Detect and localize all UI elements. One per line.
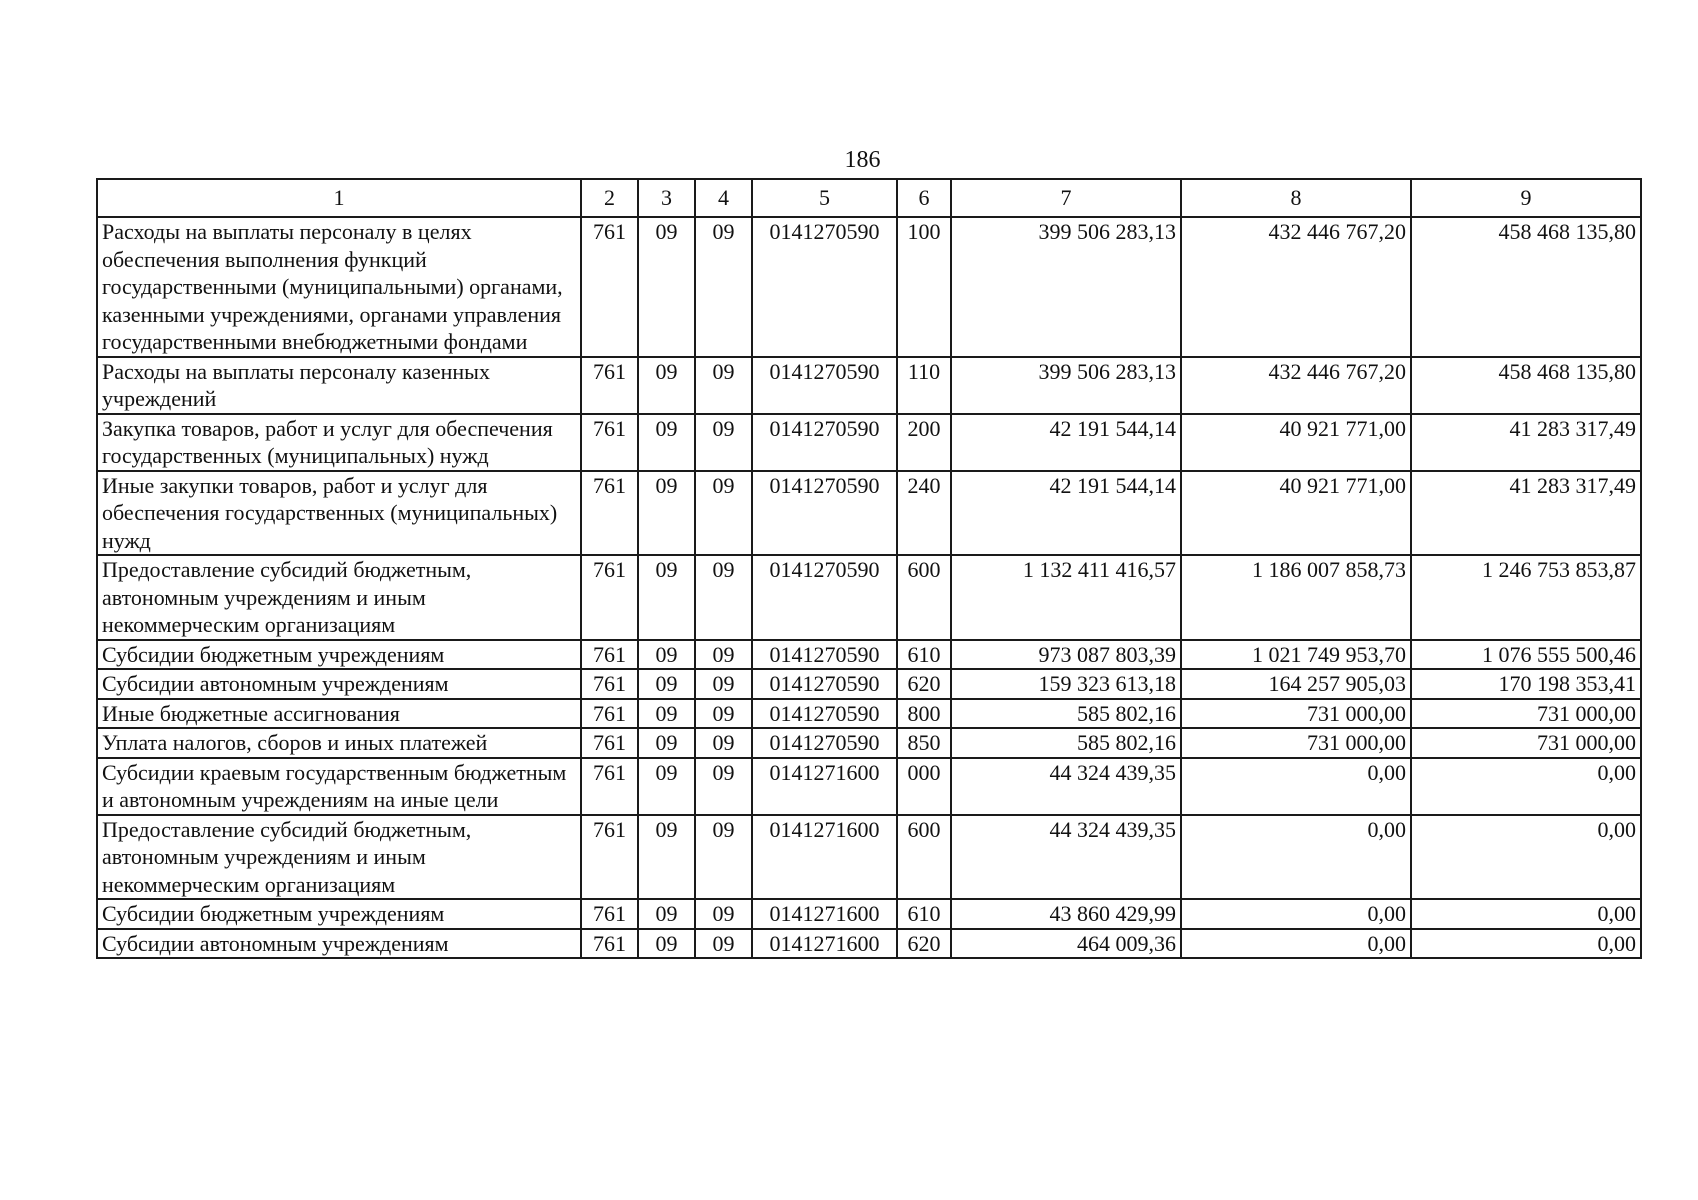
row-code-3: 09: [638, 815, 695, 900]
row-code-4: 09: [695, 699, 752, 729]
table-row: [97, 640, 1641, 670]
row-code-3: 09: [638, 414, 695, 471]
header-col-5: 5: [752, 179, 897, 217]
row-code-3: 09: [638, 217, 695, 357]
row-code-5: 0141271600: [752, 758, 897, 815]
row-code-4: 09: [695, 899, 752, 929]
row-code-3: 09: [638, 728, 695, 758]
row-code-5: 0141270590: [752, 357, 897, 414]
row-amount-8: 0,00: [1181, 929, 1411, 959]
row-amount-7: 44 324 439,35: [951, 758, 1181, 815]
row-amount-7: 464 009,36: [951, 929, 1181, 959]
row-code-4: 09: [695, 929, 752, 959]
header-col-7: 7: [951, 179, 1181, 217]
row-code-3: 09: [638, 758, 695, 815]
row-amount-9: 731 000,00: [1411, 728, 1641, 758]
row-amount-8: 40 921 771,00: [1181, 414, 1411, 471]
row-code-5: 0141270590: [752, 669, 897, 699]
row-code-2: 761: [581, 899, 638, 929]
row-amount-9: 731 000,00: [1411, 699, 1641, 729]
row-amount-7: 399 506 283,13: [951, 217, 1181, 357]
row-amount-9: 41 283 317,49: [1411, 471, 1641, 556]
row-code-4: 09: [695, 414, 752, 471]
row-amount-7: 973 087 803,39: [951, 640, 1181, 670]
row-amount-9: 41 283 317,49: [1411, 414, 1641, 471]
row-code-3: 09: [638, 699, 695, 729]
table-row: [97, 899, 1641, 929]
row-code-6: 620: [897, 929, 951, 959]
row-code-2: 761: [581, 471, 638, 556]
table-row: [97, 929, 1641, 959]
row-name: Закупка товаров, работ и услуг для обеспечения государственных (муниципальных) нужд: [97, 414, 581, 471]
row-code-2: 761: [581, 815, 638, 900]
row-code-2: 761: [581, 929, 638, 959]
row-amount-7: 399 506 283,13: [951, 357, 1181, 414]
row-amount-8: 0,00: [1181, 758, 1411, 815]
row-code-2: 761: [581, 414, 638, 471]
row-name: Предоставление субсидий бюджетным, автономным учреждениям и иным некоммерческим организациям: [97, 815, 581, 900]
row-amount-9: 0,00: [1411, 758, 1641, 815]
row-name: Субсидии краевым государственным бюджетным и автономным учреждениям на иные цели: [97, 758, 581, 815]
row-code-3: 09: [638, 471, 695, 556]
row-code-5: 0141270590: [752, 471, 897, 556]
row-code-4: 09: [695, 669, 752, 699]
header-row: [97, 179, 1641, 217]
row-code-5: 0141271600: [752, 929, 897, 959]
row-amount-9: 0,00: [1411, 899, 1641, 929]
row-code-6: 110: [897, 357, 951, 414]
row-amount-8: 164 257 905,03: [1181, 669, 1411, 699]
row-amount-8: 0,00: [1181, 815, 1411, 900]
row-code-6: 600: [897, 555, 951, 640]
page-number: 186: [844, 147, 881, 173]
row-code-2: 761: [581, 699, 638, 729]
row-code-6: 240: [897, 471, 951, 556]
row-name: Субсидии автономным учреждениям: [97, 929, 581, 959]
row-amount-9: 0,00: [1411, 815, 1641, 900]
row-code-3: 09: [638, 555, 695, 640]
row-code-2: 761: [581, 217, 638, 357]
row-amount-9: 0,00: [1411, 929, 1641, 959]
row-amount-9: 1 246 753 853,87: [1411, 555, 1641, 640]
row-name: Уплата налогов, сборов и иных платежей: [97, 728, 581, 758]
row-code-6: 000: [897, 758, 951, 815]
row-code-6: 200: [897, 414, 951, 471]
row-code-5: 0141270590: [752, 217, 897, 357]
row-amount-9: 1 076 555 500,46: [1411, 640, 1641, 670]
row-code-3: 09: [638, 929, 695, 959]
row-code-4: 09: [695, 471, 752, 556]
row-amount-8: 731 000,00: [1181, 699, 1411, 729]
header-col-8: 8: [1181, 179, 1411, 217]
row-name: Расходы на выплаты персоналу казенных учреждений: [97, 357, 581, 414]
row-amount-7: 43 860 429,99: [951, 899, 1181, 929]
row-code-2: 761: [581, 758, 638, 815]
row-amount-7: 585 802,16: [951, 699, 1181, 729]
table-row: [97, 758, 1641, 815]
row-amount-9: 170 198 353,41: [1411, 669, 1641, 699]
row-code-6: 610: [897, 899, 951, 929]
row-amount-7: 42 191 544,14: [951, 471, 1181, 556]
row-code-5: 0141270590: [752, 555, 897, 640]
row-code-5: 0141271600: [752, 899, 897, 929]
row-code-3: 09: [638, 640, 695, 670]
table-row: [97, 815, 1641, 900]
table-row: [97, 669, 1641, 699]
row-amount-7: 585 802,16: [951, 728, 1181, 758]
row-amount-8: 432 446 767,20: [1181, 357, 1411, 414]
row-amount-8: 40 921 771,00: [1181, 471, 1411, 556]
table-row: [97, 357, 1641, 414]
table-row: [97, 555, 1641, 640]
row-code-5: 0141270590: [752, 414, 897, 471]
row-code-2: 761: [581, 728, 638, 758]
header-col-4: 4: [695, 179, 752, 217]
header-col-6: 6: [897, 179, 951, 217]
row-amount-8: 731 000,00: [1181, 728, 1411, 758]
row-code-5: 0141270590: [752, 699, 897, 729]
row-amount-8: 432 446 767,20: [1181, 217, 1411, 357]
row-code-2: 761: [581, 640, 638, 670]
row-code-4: 09: [695, 815, 752, 900]
row-code-4: 09: [695, 555, 752, 640]
table-row: [97, 699, 1641, 729]
header-col-9: 9: [1411, 179, 1641, 217]
header-col-1: 1: [97, 179, 581, 217]
row-amount-7: 159 323 613,18: [951, 669, 1181, 699]
table-row: [97, 414, 1641, 471]
row-name: Субсидии бюджетным учреждениям: [97, 640, 581, 670]
row-amount-7: 1 132 411 416,57: [951, 555, 1181, 640]
row-amount-9: 458 468 135,80: [1411, 217, 1641, 357]
row-code-6: 100: [897, 217, 951, 357]
row-code-4: 09: [695, 640, 752, 670]
row-code-3: 09: [638, 899, 695, 929]
row-name: Предоставление субсидий бюджетным, автономным учреждениям и иным некоммерческим организациям: [97, 555, 581, 640]
row-code-2: 761: [581, 357, 638, 414]
row-amount-7: 44 324 439,35: [951, 815, 1181, 900]
row-code-6: 600: [897, 815, 951, 900]
budget-table: [96, 178, 1642, 959]
table-row: [97, 471, 1641, 556]
row-name: Субсидии автономным учреждениям: [97, 669, 581, 699]
row-amount-9: 458 468 135,80: [1411, 357, 1641, 414]
row-name: Иные бюджетные ассигнования: [97, 699, 581, 729]
header-col-2: 2: [581, 179, 638, 217]
row-code-6: 850: [897, 728, 951, 758]
row-code-5: 0141270590: [752, 728, 897, 758]
row-code-2: 761: [581, 669, 638, 699]
row-amount-8: 1 021 749 953,70: [1181, 640, 1411, 670]
table-row: [97, 217, 1641, 357]
row-code-4: 09: [695, 217, 752, 357]
row-amount-8: 1 186 007 858,73: [1181, 555, 1411, 640]
row-name: Расходы на выплаты персоналу в целях обеспечения выполнения функций государственными (муниципальными) органами, казенными учреждениями, органами управления государственными внебюджетными фондами: [97, 217, 581, 357]
row-amount-8: 0,00: [1181, 899, 1411, 929]
row-code-4: 09: [695, 728, 752, 758]
row-code-6: 800: [897, 699, 951, 729]
row-code-4: 09: [695, 758, 752, 815]
row-code-3: 09: [638, 669, 695, 699]
header-col-3: 3: [638, 179, 695, 217]
row-name: Иные закупки товаров, работ и услуг для обеспечения государственных (муниципальных) нужд: [97, 471, 581, 556]
row-code-6: 620: [897, 669, 951, 699]
row-code-4: 09: [695, 357, 752, 414]
table-row: [97, 728, 1641, 758]
row-code-3: 09: [638, 357, 695, 414]
row-code-6: 610: [897, 640, 951, 670]
row-name: Субсидии бюджетным учреждениям: [97, 899, 581, 929]
row-code-5: 0141270590: [752, 640, 897, 670]
row-amount-7: 42 191 544,14: [951, 414, 1181, 471]
row-code-5: 0141271600: [752, 815, 897, 900]
row-code-2: 761: [581, 555, 638, 640]
